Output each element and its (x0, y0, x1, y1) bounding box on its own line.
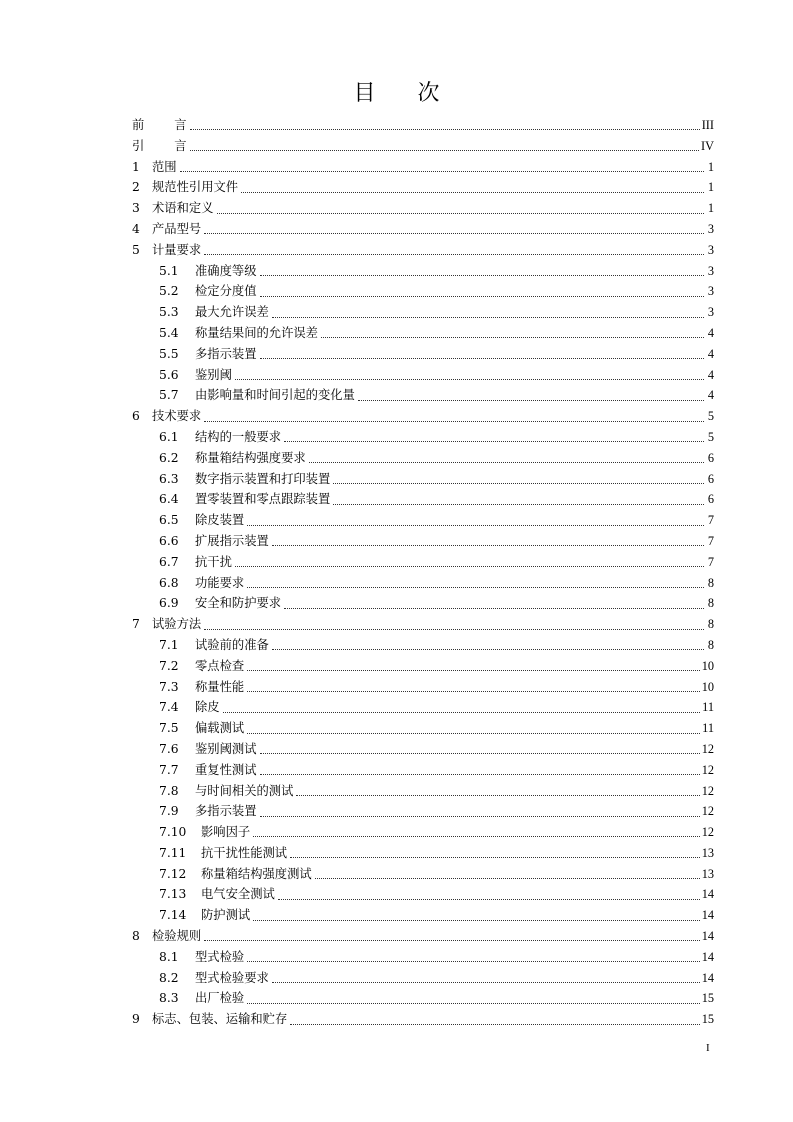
toc-leader-dots (247, 1002, 700, 1004)
toc-leader-dots (253, 919, 700, 921)
toc-entry-number: 6.6 (159, 533, 179, 548)
toc-entry-label: 规范性引用文件 (152, 180, 239, 195)
toc-entry-number: 5.3 (159, 305, 179, 320)
toc-leader-dots (272, 316, 704, 318)
toc-entry-label: 范围 (152, 159, 177, 174)
toc-entry-number: 5.7 (159, 388, 179, 403)
toc-entry[interactable] (132, 884, 714, 905)
toc-leader-dots (284, 607, 704, 609)
toc-entry-page: 3 (707, 263, 714, 278)
toc-entry-page: 8 (707, 637, 714, 652)
toc-entry-page: 12 (701, 741, 714, 756)
toc-entry-number: 7.6 (159, 741, 179, 756)
toc-entry-page: 3 (707, 221, 714, 236)
toc-entry-page: 6 (707, 450, 714, 465)
toc-entry[interactable] (132, 988, 714, 1009)
toc-entry-label: 电气安全测试 (201, 887, 275, 902)
toc-entry-label: 检验规则 (152, 929, 202, 944)
toc-entry-label: 结构的一般要求 (195, 429, 282, 444)
toc-entry-label: 鉴别阈 (195, 367, 232, 382)
toc-entry-label: 型式检验 (195, 949, 245, 964)
toc-entry-page: 3 (707, 284, 714, 299)
toc-entry-page: 6 (707, 471, 714, 486)
toc-entry-number: 7.10 (159, 825, 187, 840)
toc-entry-label: 重复性测试 (195, 762, 257, 777)
toc-entry[interactable] (132, 718, 714, 739)
toc-entry-number: 7.11 (159, 845, 187, 860)
toc-entry[interactable] (132, 240, 714, 261)
toc-leader-dots (272, 648, 704, 650)
toc-entry-page: 11 (702, 700, 714, 715)
toc-entry-page: 5 (707, 429, 714, 444)
toc-entry-label: 前 言 (132, 118, 187, 132)
toc-leader-dots (260, 773, 700, 775)
toc-entry-number: 7.14 (159, 908, 187, 923)
toc-entry[interactable] (132, 864, 714, 885)
toc-leader-dots (321, 336, 704, 338)
toc-entry-label: 称量箱结构强度测试 (201, 866, 312, 881)
toc-entry-page: 12 (701, 825, 714, 840)
toc-entry-page: 6 (707, 492, 714, 507)
toc-entry-label: 置零装置和零点跟踪装置 (195, 492, 331, 507)
toc-entry-page: 1 (707, 159, 714, 174)
toc-entry-number: 5.5 (159, 346, 179, 361)
toc-entry[interactable] (132, 365, 714, 386)
toc-leader-dots (260, 357, 705, 359)
toc-entry-label: 由影响量和时间引起的变化量 (195, 388, 355, 403)
toc-entry-number: 6.5 (159, 513, 179, 528)
toc-entry-number: 7.7 (159, 762, 179, 777)
toc-entry-page: 10 (701, 658, 714, 673)
toc-entry-number: 8.1 (159, 949, 179, 964)
toc-leader-dots (204, 253, 704, 255)
toc-leader-dots (260, 274, 705, 276)
toc-leader-dots (272, 544, 704, 546)
toc-entry[interactable] (132, 781, 714, 802)
toc-entry-number: 2 (132, 180, 140, 195)
toc-leader-dots (272, 981, 700, 983)
toc-entry-number: 7.1 (159, 637, 179, 652)
toc-entry-page: 15 (701, 991, 714, 1006)
toc-entry-page: 11 (702, 721, 714, 736)
toc-leader-dots (204, 232, 704, 234)
toc-leader-dots (204, 420, 704, 422)
toc-entry-label: 型式检验要求 (195, 970, 269, 985)
toc-entry-page: 14 (701, 970, 714, 985)
toc-leader-dots (260, 815, 700, 817)
toc-entry[interactable] (132, 593, 714, 614)
toc-entry[interactable] (132, 448, 714, 469)
toc-entry-label: 除皮 (195, 700, 220, 715)
toc-entry-page: 5 (707, 409, 714, 424)
toc-entry[interactable] (132, 656, 714, 677)
toc-entry[interactable] (132, 947, 714, 968)
toc-entry-label: 引 言 (132, 138, 187, 153)
toc-entry-label: 称量性能 (195, 679, 245, 694)
toc-entry-label: 标志、包装、运输和贮存 (152, 1012, 288, 1027)
toc-entry-number: 7.3 (159, 679, 179, 694)
toc-leader-dots (296, 794, 699, 796)
toc-entry-number: 7.8 (159, 783, 179, 798)
toc-entry[interactable] (132, 573, 714, 594)
toc-leader-dots (247, 524, 704, 526)
toc-entry-page: 13 (701, 845, 714, 860)
toc-entry[interactable] (132, 489, 714, 510)
toc-entry-label: 称量箱结构强度要求 (195, 450, 306, 465)
toc-entry[interactable] (132, 427, 714, 448)
toc-entry[interactable] (132, 469, 714, 490)
toc-leader-dots (290, 1023, 699, 1025)
toc-entry-page: 1 (707, 201, 714, 216)
toc-entry[interactable] (132, 261, 714, 282)
toc-entry-label: 与时间相关的测试 (195, 783, 294, 798)
toc-entry-page: 7 (707, 513, 714, 528)
toc-entry-label: 多指示装置 (195, 804, 257, 819)
toc-entry[interactable] (132, 635, 714, 656)
toc-entry-label: 技术要求 (152, 409, 202, 424)
toc-entry[interactable] (132, 510, 714, 531)
toc-entry-page: 4 (707, 367, 714, 382)
toc-entry-page: 12 (701, 762, 714, 777)
toc-entry-label: 数字指示装置和打印装置 (195, 471, 331, 486)
toc-entry-number: 5.6 (159, 367, 179, 382)
toc-leader-dots (247, 960, 700, 962)
toc-entry-page: 4 (707, 346, 714, 361)
toc-entry[interactable] (132, 531, 714, 552)
toc-leader-dots (333, 503, 704, 505)
toc-entry-number: 7.2 (159, 658, 179, 673)
toc-leader-dots (290, 856, 700, 858)
toc-entry-label: 零点检查 (195, 658, 245, 673)
toc-leader-dots (217, 212, 705, 214)
toc-leader-dots (260, 295, 705, 297)
toc-leader-dots (180, 170, 704, 172)
toc-entry-label: 抗干扰性能测试 (201, 845, 288, 860)
toc-leader-dots (260, 752, 700, 754)
toc-entry-label: 鉴别阈测试 (195, 741, 257, 756)
toc-entry-label: 试验方法 (152, 617, 202, 632)
toc-entry-number: 5.1 (159, 263, 179, 278)
toc-entry-label: 防护测试 (201, 908, 251, 923)
toc-entry[interactable] (132, 115, 714, 136)
toc-leader-dots (235, 378, 704, 380)
toc-entry-page: 15 (701, 1012, 714, 1027)
toc-entry[interactable] (132, 926, 714, 947)
toc-entry[interactable] (132, 385, 714, 406)
toc-entry-page: 8 (707, 617, 714, 632)
toc-leader-dots (223, 711, 701, 713)
toc-entry-label: 多指示装置 (195, 346, 257, 361)
toc-entry[interactable] (132, 677, 714, 698)
toc-entry-number: 9 (132, 1012, 140, 1027)
title-left-char: 目 (353, 81, 376, 106)
toc-entry-number: 7.9 (159, 804, 179, 819)
toc-entry-number: 6.7 (159, 554, 179, 569)
toc-entry-number: 6.9 (159, 596, 179, 611)
toc-leader-dots (278, 898, 700, 900)
title-right-char: 次 (417, 81, 440, 106)
toc-entry-number: 6.8 (159, 575, 179, 590)
toc-entry[interactable] (132, 219, 714, 240)
toc-entry-number: 7.12 (159, 866, 187, 881)
toc-entry[interactable] (132, 905, 714, 926)
toc-entry-number: 6.2 (159, 450, 179, 465)
toc-entry-number: 5.2 (159, 284, 179, 299)
toc-entry-page: 14 (701, 949, 714, 964)
toc-entry[interactable] (132, 822, 714, 843)
toc-entry-page: 4 (707, 388, 714, 403)
toc-entry-page: 14 (701, 908, 714, 923)
toc-entry-number: 7.13 (159, 887, 187, 902)
toc-entry-page: 3 (707, 305, 714, 320)
toc-entry[interactable] (132, 739, 714, 760)
toc-leader-dots (204, 939, 700, 941)
toc-entry-number: 8.2 (159, 970, 179, 985)
toc-entry-number: 7 (132, 617, 140, 632)
toc-leader-dots (190, 149, 700, 151)
toc-leader-dots (204, 628, 704, 630)
toc-entry[interactable] (132, 198, 714, 219)
toc-entry[interactable] (132, 1009, 714, 1030)
footer-page-number: I (706, 1042, 710, 1054)
toc-entry[interactable] (132, 281, 714, 302)
toc-entry-number: 1 (132, 159, 140, 174)
toc-leader-dots (333, 482, 704, 484)
toc-entry-number: 8 (132, 929, 140, 944)
toc-entry-page: 12 (701, 804, 714, 819)
toc-entry-number: 3 (132, 201, 140, 216)
toc-entry[interactable] (132, 968, 714, 989)
toc-entry-label: 除皮装置 (195, 513, 245, 528)
toc-entry-page: 4 (707, 325, 714, 340)
toc-entry[interactable] (132, 697, 714, 718)
toc-entry-number: 6.1 (159, 429, 179, 444)
toc-entry-page: 8 (707, 575, 714, 590)
toc-entry-page: III (701, 118, 714, 132)
toc-entry-page: 1 (707, 180, 714, 195)
toc-entry-number: 4 (132, 221, 140, 236)
toc-entry-label: 最大允许误差 (195, 305, 269, 320)
toc-leader-dots (284, 440, 704, 442)
toc-leader-dots (247, 586, 704, 588)
toc-entry-label: 影响因子 (201, 825, 251, 840)
toc-entry[interactable] (132, 157, 714, 178)
toc-entry[interactable] (132, 406, 714, 427)
toc-entry-page: 8 (707, 596, 714, 611)
toc-entry-label: 检定分度值 (195, 284, 257, 299)
toc-entry-page: 14 (701, 929, 714, 944)
toc-entry-number: 5.4 (159, 325, 179, 340)
toc-entry-number: 5 (132, 242, 140, 257)
toc-entry-number: 6.3 (159, 471, 179, 486)
toc-entry[interactable] (132, 177, 714, 198)
toc-entry-page: 7 (707, 554, 714, 569)
toc-leader-dots (358, 399, 704, 401)
toc-leader-dots (235, 565, 704, 567)
toc-entry-label: 术语和定义 (152, 201, 214, 216)
toc-entry-number: 7.5 (159, 721, 179, 736)
toc-entry[interactable] (132, 760, 714, 781)
toc-entry[interactable] (132, 136, 714, 157)
toc-entry-page: IV (701, 138, 714, 153)
toc-leader-dots (241, 191, 704, 193)
toc-entry-label: 出厂检验 (195, 991, 245, 1006)
toc-entry-label: 偏载测试 (195, 721, 245, 736)
toc-entry-label: 产品型号 (152, 221, 202, 236)
toc-entry-page: 7 (707, 533, 714, 548)
toc-entry-label: 准确度等级 (195, 263, 257, 278)
toc-leader-dots (315, 877, 700, 879)
toc-entry-page: 3 (707, 242, 714, 257)
toc-leader-dots (253, 835, 700, 837)
toc-leader-dots (190, 128, 700, 130)
toc-entry-page: 12 (701, 783, 714, 798)
toc-entry-number: 6 (132, 409, 140, 424)
toc-leader-dots (247, 690, 700, 692)
toc-entry[interactable] (132, 344, 714, 365)
toc-entry-label: 抗干扰 (195, 554, 232, 569)
toc-entry-label: 试验前的准备 (195, 637, 269, 652)
table-of-contents (132, 115, 714, 1030)
toc-entry[interactable] (132, 323, 714, 344)
toc-entry-number: 6.4 (159, 492, 179, 507)
toc-entry-label: 扩展指示装置 (195, 533, 269, 548)
toc-entry-number: 8.3 (159, 991, 179, 1006)
toc-entry-page: 13 (701, 866, 714, 881)
page-title (0, 76, 793, 107)
toc-entry[interactable] (132, 552, 714, 573)
toc-entry-label: 计量要求 (152, 242, 202, 257)
toc-entry-label: 安全和防护要求 (195, 596, 282, 611)
toc-leader-dots (247, 732, 700, 734)
toc-leader-dots (309, 461, 704, 463)
toc-entry-label: 称量结果间的允许误差 (195, 325, 318, 340)
toc-entry-label: 功能要求 (195, 575, 245, 590)
toc-entry-page: 10 (701, 679, 714, 694)
toc-entry[interactable] (132, 302, 714, 323)
toc-entry-page: 14 (701, 887, 714, 902)
toc-leader-dots (247, 669, 700, 671)
toc-entry-number: 7.4 (159, 700, 179, 715)
toc-entry[interactable] (132, 614, 714, 635)
toc-entry[interactable] (132, 801, 714, 822)
toc-entry[interactable] (132, 843, 714, 864)
